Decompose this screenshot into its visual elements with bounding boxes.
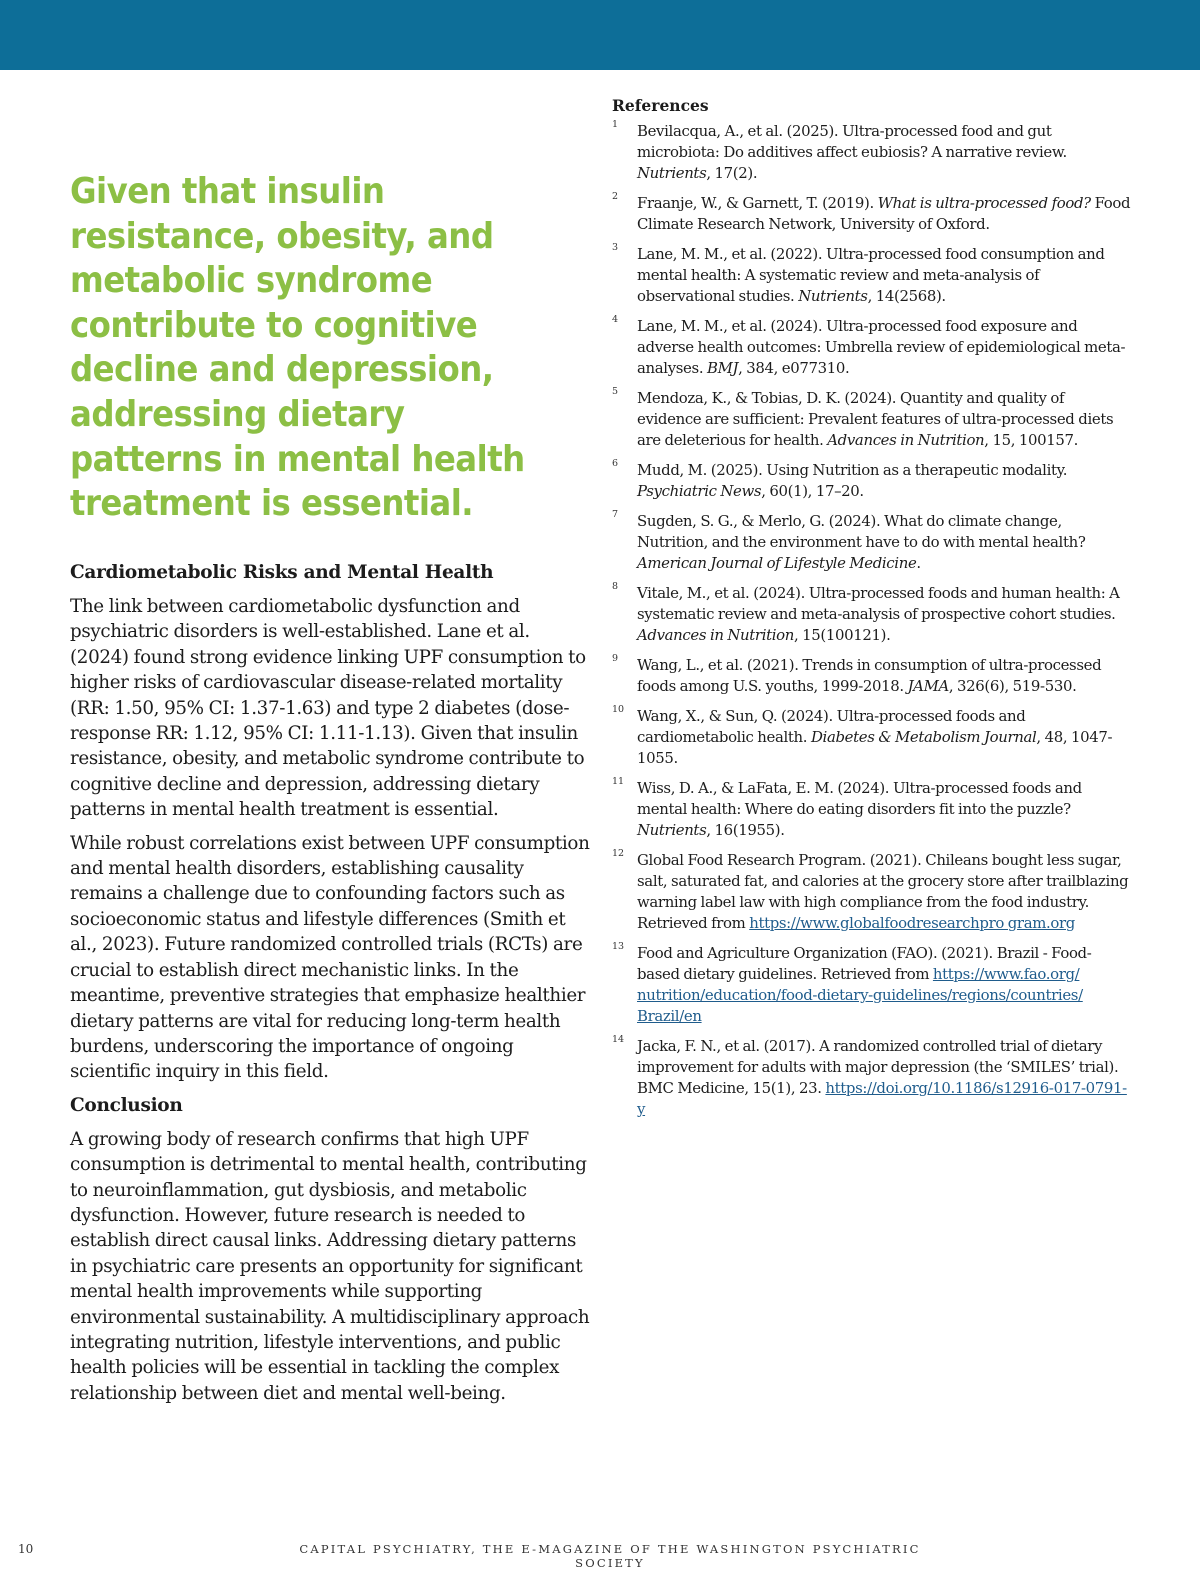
- reference-text: Bevilacqua, A., et al. (2025). Ultra-processed food and gut microbiota: Do additives affect eubiosis? A narrative review. Nutrients, 17(2).: [637, 122, 1067, 182]
- reference-item: [612, 1036, 1132, 1120]
- reference-link[interactable]: https://www.fao.org/ nutrition/education/food-dietary-guidelines/regions/countries/ Brazil/en: [637, 965, 1083, 1025]
- reference-item: [612, 850, 1132, 934]
- reference-item: [612, 460, 1132, 502]
- reference-link[interactable]: https://doi.org/10.1186/s12916-017-0791-y: [637, 1079, 1127, 1118]
- reference-text: Wiss, D. A., & LaFata, E. M. (2024). Ultra-processed foods and mental health: Where do eating disorders fit into the puzzle? Nutrients, 16(1955).: [637, 779, 1082, 839]
- reference-text: Wang, L., et al. (2021). Trends in consumption of ultra-processed foods among U.S. youths, 1999-2018. JAMA, 326(6), 519-530.: [637, 656, 1102, 695]
- reference-item: [612, 121, 1132, 184]
- reference-item: [612, 388, 1132, 451]
- reference-number: 5: [612, 386, 619, 397]
- reference-number: 8: [612, 581, 619, 592]
- reference-number: 12: [612, 848, 625, 859]
- reference-text: Food and Agriculture Organization (FAO). (2021). Brazil - Food-based dietary guidelines. Retrieved from https://www.fao.org/ nutrition/education/food-dietary-guidelines/regions/countries/ Brazil/en: [637, 944, 1092, 1025]
- reference-text: Lane, M. M., et al. (2022). Ultra-processed food consumption and mental health: A systematic review and meta-analysis of observational studies. Nutrients, 14(2568).: [637, 245, 1105, 305]
- reference-text: Jacka, F. N., et al. (2017). A randomized controlled trial of dietary improvement for adults with major depression (the ‘SMILES’ trial). BMC Medicine, 15(1), 23. https://doi.org/10.1186/s12916-017-0791-y: [637, 1037, 1127, 1118]
- reference-item: [612, 778, 1132, 841]
- reference-item: [612, 193, 1132, 235]
- header-bar: [0, 0, 1200, 70]
- reference-number: 9: [612, 653, 619, 664]
- section-heading-cardiometabolic: Cardiometabolic Risks and Mental Health: [70, 562, 494, 583]
- body-paragraph: While robust correlations exist between UPF consumption and mental health disorders, establishing causality remains a challenge due to confounding factors such as socioeconomic status and lifestyle differences (Smith et al., 2023). Future randomized controlled trials (RCTs) are crucial to establish direct mechanistic links. In the meantime, preventive strategies that emphasize healthier dietary patterns are vital for reducing long-term health burdens, underscoring the importance of ongoing scientific inquiry in this field.: [70, 832, 590, 1083]
- reference-text: Wang, X., & Sun, Q. (2024). Ultra-processed foods and cardiometabolic health. Diabetes & Metabolism Journal, 48, 1047-1055.: [637, 707, 1113, 767]
- references-title: References: [612, 96, 709, 115]
- reference-number: 6: [612, 458, 619, 469]
- reference-text: Global Food Research Program. (2021). Chileans bought less sugar, salt, saturated fat, and calories at the grocery store after trailblazing warning label law with high compliance from the food industry. Retrieved from https://www.globalfoodresearchpro gram.org: [637, 851, 1129, 932]
- reference-number: 2: [612, 191, 619, 202]
- reference-item: [612, 706, 1132, 769]
- reference-list: [612, 121, 1132, 1120]
- reference-number: 7: [612, 509, 619, 520]
- footer-publication-name: CAPITAL PSYCHIATRY, THE E-MAGAZINE OF THE WASHINGTON PSYCHIATRIC SOCIETY: [299, 1542, 921, 1570]
- reference-number: 14: [612, 1034, 625, 1045]
- reference-number: 11: [612, 776, 625, 787]
- reference-text: Mendoza, K., & Tobias, D. K. (2024). Quantity and quality of evidence are sufficient: Prevalent features of ultra-processed diets are deleterious for health. Advances in Nutrition, 15, 100157.: [637, 389, 1114, 449]
- reference-number: 4: [612, 314, 619, 325]
- section-heading-conclusion: Conclusion: [70, 1094, 183, 1116]
- reference-text: Sugden, S. G., & Merlo, G. (2024). What do climate change, Nutrition, and the environment have to do with mental health? American Journal of Lifestyle Medicine.: [637, 512, 1086, 572]
- reference-link[interactable]: https://www.globalfoodresearchpro gram.org: [749, 914, 1075, 932]
- body-paragraph: The link between cardiometabolic dysfunction and psychiatric disorders is well-established. Lane et al. (2024) found strong evidence linking UPF consumption to higher risks of cardiovascular disease-related mortality (RR: 1.50, 95% CI: 1.37-1.63) and type 2 diabetes (dose-response RR: 1.12, 95% CI: 1.11-1.13). Given that insulin resistance, obesity, and metabolic syndrome contribute to cognitive decline and depression, addressing dietary patterns in mental health treatment is essential.: [70, 596, 586, 821]
- reference-text: Fraanje, W., & Garnett, T. (2019). What is ultra-processed food? Food Climate Research Network, University of Oxford.: [637, 194, 1131, 233]
- pull-quote: Given that insulin resistance, obesity, and metabolic syndrome contribute to cognitive decline and depression, addressing dietary patterns in mental health treatment is essential.: [70, 171, 525, 525]
- reference-text: Mudd, M. (2025). Using Nutrition as a therapeutic modality. Psychiatric News, 60(1), 17–20.: [637, 461, 1068, 500]
- reference-number: 1: [612, 119, 619, 130]
- page-number: 10: [18, 1542, 34, 1556]
- reference-number: 13: [612, 941, 625, 952]
- reference-item: [612, 583, 1132, 646]
- references-section: [612, 95, 1132, 1129]
- reference-item: [612, 943, 1132, 1027]
- article-body: [70, 560, 590, 1414]
- reference-text: Vitale, M., et al. (2024). Ultra-processed foods and human health: A systematic review and meta-analysis of prospective cohort studies. Advances in Nutrition, 15(100121).: [637, 584, 1120, 644]
- reference-item: [612, 655, 1132, 697]
- reference-item: [612, 244, 1132, 307]
- reference-number: 10: [612, 704, 625, 715]
- reference-text: Lane, M. M., et al. (2024). Ultra-processed food exposure and adverse health outcomes: Umbrella review of epidemiological meta-analyses. BMJ, 384, e077310.: [637, 317, 1126, 377]
- reference-number: 3: [612, 242, 619, 253]
- reference-item: [612, 316, 1132, 379]
- body-paragraph-conclusion: A growing body of research confirms that high UPF consumption is detrimental to mental health, contributing to neuroinflammation, gut dysbiosis, and metabolic dysfunction. However, future research is needed to establish direct causal links. Addressing dietary patterns in psychiatric care presents an opportunity for significant mental health improvements while supporting environmental sustainability. A multidisciplinary approach integrating nutrition, lifestyle interventions, and public health policies will be essential in tackling the complex relationship between diet and mental well-being.: [70, 1128, 590, 1404]
- reference-item: [612, 511, 1132, 574]
